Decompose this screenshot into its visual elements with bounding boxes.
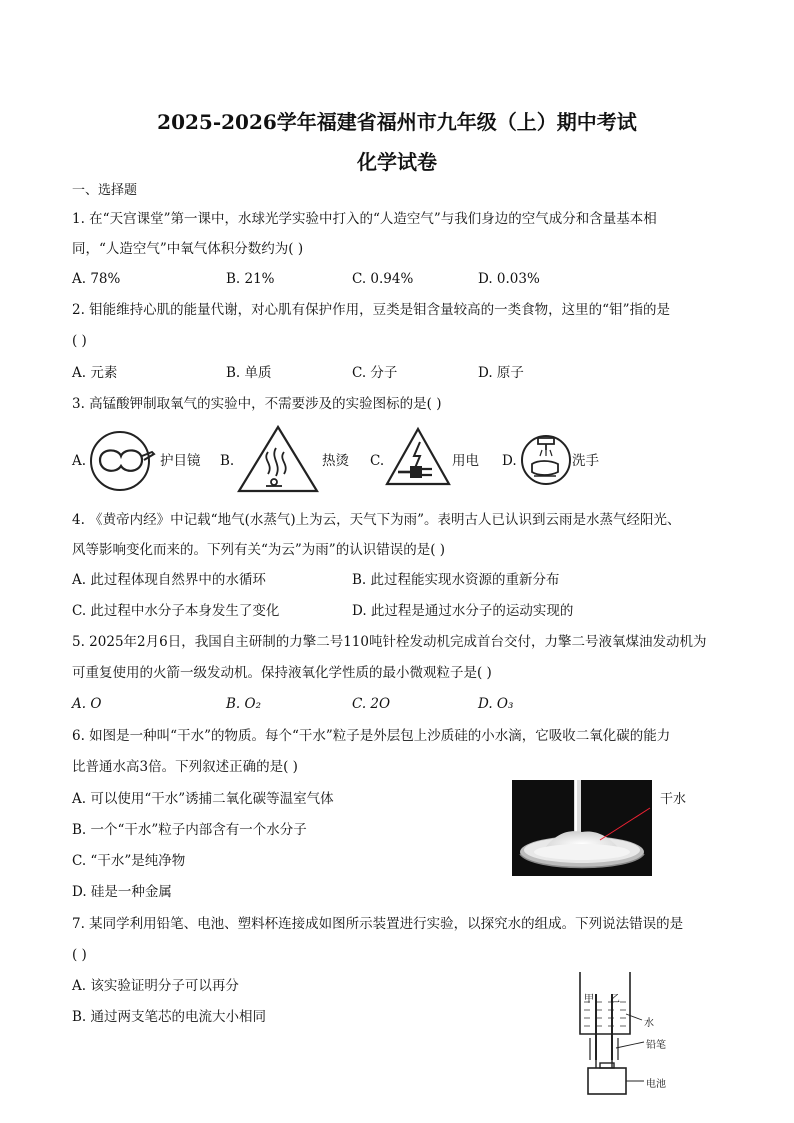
dry-water-label: 干水 xyxy=(660,792,687,807)
q3-stem-line1: 3. 高锰酸钾制取氧气的实验中，不需要涉及的实验图标的是( ) xyxy=(72,396,442,412)
q4-stem-line2: 风等影响变化而来的。下列有关“为云”为雨”的认识错误的是( ) xyxy=(72,542,446,558)
label-pencil: 铅笔 xyxy=(646,1040,666,1051)
q1-stem-line1: 1. 在“天宫课堂”第一课中，水球光学实验中打入的“人造空气”与我们身边的空气成分和含量基本相 xyxy=(72,211,657,227)
q2-stem-line1: 2. 钼能维持心肌的能量代谢，对心肌有保护作用，豆类是钼含量较高的一类食物，这里的“钼”指的是 xyxy=(72,302,670,318)
q7-option-a[interactable]: A. 该实验证明分子可以再分 xyxy=(72,978,239,994)
q2-option-b[interactable]: B. 单质 xyxy=(226,365,272,381)
q1-option-b[interactable]: B. 21% xyxy=(226,271,275,287)
q5-stem-line2: 可重复使用的火箭一级发动机。保持液氧化学性质的最小微观粒子是( ) xyxy=(72,665,492,681)
q3-d-label: 洗手 xyxy=(572,453,599,469)
label-jia: 甲 xyxy=(584,994,594,1005)
q4-option-d[interactable]: D. 此过程是通过水分子的运动实现的 xyxy=(352,603,574,619)
q4-stem-line1: 4. 《黄帝内经》中记载“地气(水蒸气)上为云，天气下为雨”。表明古人已认识到云雨是水蒸气经阳光、 xyxy=(72,512,681,528)
label-battery: 电池 xyxy=(646,1079,666,1090)
q3-option-b[interactable]: B. xyxy=(220,453,235,469)
hot-surface-icon xyxy=(236,424,320,494)
q2-option-a[interactable]: A. 元素 xyxy=(72,365,118,381)
section-heading: 一、选择题 xyxy=(72,183,138,198)
q5-stem-line1: 5. 2025年2月6日，我国自主研制的力擎二号110吨针栓发动机完成首台交付，力擎二号液氧煤油发动机为 xyxy=(72,634,707,650)
q5-option-b[interactable]: B. O₂ xyxy=(226,696,261,712)
label-yi: 乙 xyxy=(610,994,620,1005)
q4-option-a[interactable]: A. 此过程体现自然界中的水循环 xyxy=(72,572,266,588)
q6-option-c[interactable]: C. “干水”是纯净物 xyxy=(72,853,186,869)
q5-option-d[interactable]: D. O₃ xyxy=(478,696,514,712)
q1-option-a[interactable]: A. 78% xyxy=(72,271,121,287)
q6-option-b[interactable]: B. 一个“干水”粒子内部含有一个水分子 xyxy=(72,822,307,838)
electricity-icon xyxy=(384,426,452,488)
q3-option-d[interactable]: D. xyxy=(502,453,517,469)
q7-stem-line2: ( ) xyxy=(72,947,87,963)
dry-water-photo xyxy=(512,780,652,876)
q7-stem-line1: 7. 某同学利用铅笔、电池、塑料杯连接成如图所示装置进行实验，以探究水的组成。下列说法错误的是 xyxy=(72,916,684,932)
q7-option-b[interactable]: B. 通过两支笔芯的电流大小相同 xyxy=(72,1009,267,1025)
q6-option-a[interactable]: A. 可以使用“干水”诱捕二氧化碳等温室气体 xyxy=(72,791,334,807)
electrolysis-diagram xyxy=(560,968,700,1100)
q1-stem-line2: 同，“人造空气”中氧气体积分数约为( ) xyxy=(72,241,304,257)
goggles-icon xyxy=(88,428,156,494)
q3-c-label: 用电 xyxy=(452,453,479,469)
q3-a-label: 护目镜 xyxy=(160,453,201,469)
label-water: 水 xyxy=(644,1018,654,1029)
q6-option-d[interactable]: D. 硅是一种金属 xyxy=(72,884,172,900)
q3-b-label: 热烫 xyxy=(322,453,349,469)
q1-option-d[interactable]: D. 0.03% xyxy=(478,271,540,287)
exam-subtitle: 化学试卷 xyxy=(357,150,437,174)
q3-option-a[interactable]: A. xyxy=(72,453,87,469)
q2-option-c[interactable]: C. 分子 xyxy=(352,365,398,381)
q2-stem-line2: ( ) xyxy=(72,333,87,349)
q6-stem-line2: 比普通水高3倍。下列叙述正确的是( ) xyxy=(72,759,298,775)
q1-option-c[interactable]: C. 0.94% xyxy=(352,271,414,287)
hand-wash-icon xyxy=(520,430,574,488)
q3-option-c[interactable]: C. xyxy=(370,453,385,469)
exam-title: 2025-2026学年福建省福州市九年级（上）期中考试 xyxy=(157,110,637,134)
q4-option-c[interactable]: C. 此过程中水分子本身发生了变化 xyxy=(72,603,280,619)
q2-option-d[interactable]: D. 原子 xyxy=(478,365,524,381)
q5-option-a[interactable]: A. O xyxy=(72,696,102,712)
q6-stem-line1: 6. 如图是一种叫“干水”的物质。每个“干水”粒子是外层包上沙质硅的小水滴，它吸收二氧化碳的能力 xyxy=(72,728,671,744)
q4-option-b[interactable]: B. 此过程能实现水资源的重新分布 xyxy=(352,572,560,588)
q5-option-c[interactable]: C. 2O xyxy=(352,696,391,712)
